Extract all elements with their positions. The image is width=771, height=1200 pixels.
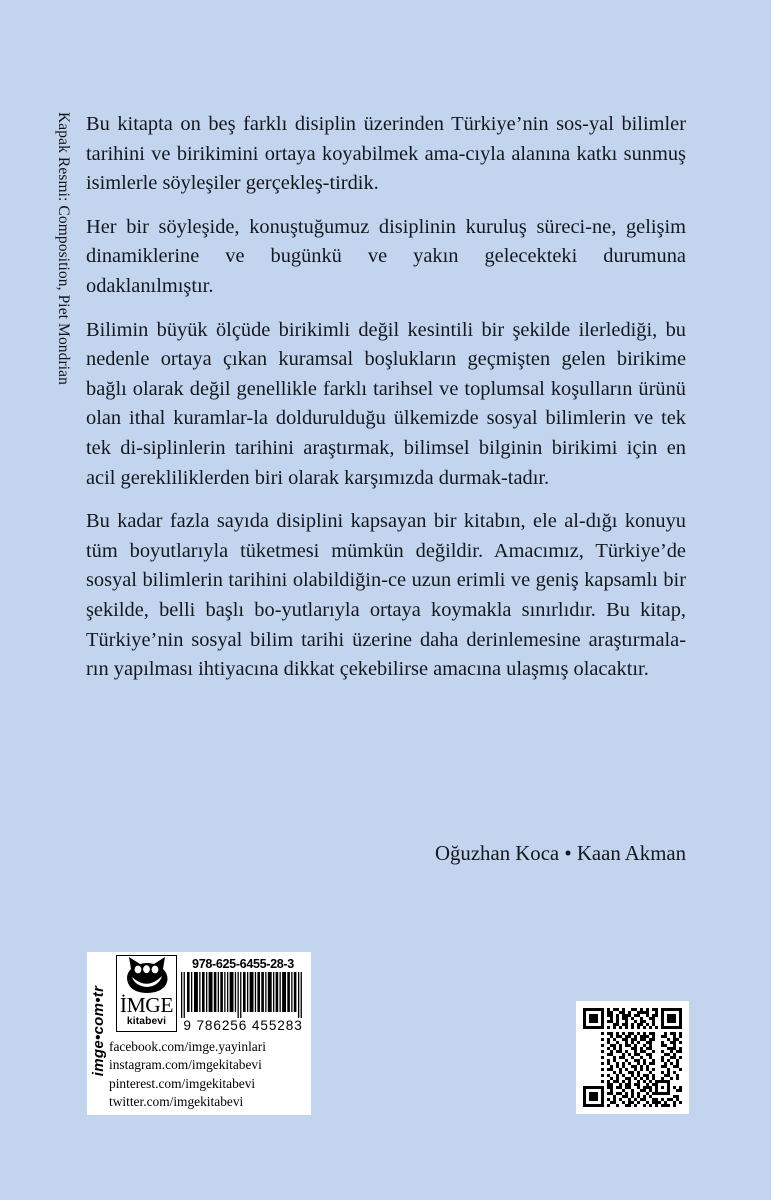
blurb-paragraph: Her bir söyleşide, konuştuğumuz disiplinin kuruluş süreci-ne, gelişim dinamiklerine ve bugünkü ve yakın gelecekteki durumuna odaklanılmıştır. bbox=[86, 215, 686, 297]
publisher-logo-subtitle: kitabevi bbox=[126, 1016, 167, 1027]
blurb-paragraph: Bu kitapta on beş farklı disiplin üzerinden Türkiye’nin sos-yal bilimler tarihini ve birikimini ortaya koyabilmek ama-cıyla alanına katkı sunmuş isimlerle söyleşiler gerçekleş-tirdik. bbox=[86, 113, 686, 195]
isbn-barcode bbox=[180, 957, 306, 1037]
isbn-number: 978-625-6455-28-3 bbox=[192, 957, 294, 971]
cover-image-credit: Kapak Resmi: Composition, Piet Mondrian bbox=[55, 112, 72, 385]
cat-icon bbox=[117, 955, 176, 997]
barcode-bars bbox=[181, 972, 305, 1018]
publisher-barcode-card bbox=[87, 952, 311, 1115]
publisher-logo-name: İMGE bbox=[119, 993, 174, 1017]
social-link-instagram[interactable]: instagram.com/imgekitabevi bbox=[109, 1057, 262, 1073]
social-link-twitter[interactable]: twitter.com/imgekitabevi bbox=[109, 1094, 244, 1110]
blurb-paragraph: Bu kadar fazla sayıda disiplini kapsayan bir kitabın, ele al-dığı konuyu tüm boyutlarıyla tüketmesi mümkün değildir. Amacımız, Türkiye’de sosyal bilimlerin tarihini olabildiğin-ce uzun erimli ve geniş kapsamlı bir şekilde, belli başlı bo-yutlarıyla ortaya koymakla sınırlıdır. Bu kitap, Türkiye’nin sosyal bilim tarihi üzerine daha derinlemesine araştırmala-rın yapılması ihtiyacına dikkat çekebilirse amacına ulaşmış olacaktır. bbox=[86, 510, 686, 681]
social-link-facebook[interactable]: facebook.com/imge.yayinlari bbox=[109, 1039, 266, 1054]
social-link-pinterest[interactable]: pinterest.com/imgekitabevi bbox=[109, 1075, 256, 1091]
qr-code-icon bbox=[583, 1008, 682, 1107]
blurb-paragraph: Bilimin büyük ölçüde birikimli değil kesintili bir şekilde ilerlediği, bu nedenle ortaya çıkan kuramsal boşlukların geçmişten gelen birikime bağlı olarak değil genellikle farklı tarihsel ve toplumsal koşulların ürünü olan ithal kuramlar-la doldurulduğu ülkemizde sosyal bilimlerin ve tek tek di-siplinlerin tarihini araştırmak, bilimsel bilginin birikimi için en acil gerekliliklerden biri olarak karşımızda durmak-tadır. bbox=[86, 318, 686, 489]
qr-code-card[interactable] bbox=[576, 1001, 689, 1114]
publisher-website-vertical: imge•com•tr bbox=[90, 985, 107, 1077]
publisher-logo bbox=[116, 955, 177, 1032]
authors-line: Oğuzhan Koca • Kaan Akman bbox=[435, 842, 686, 865]
ean-number: 9 786256 455283 bbox=[183, 1018, 303, 1033]
blurb-text-block bbox=[86, 110, 686, 685]
publisher-social-links bbox=[109, 1038, 309, 1112]
